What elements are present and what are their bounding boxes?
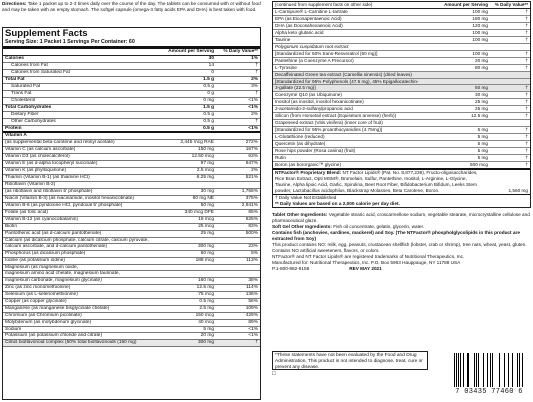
facts-dv: 375%	[245, 196, 258, 202]
cont-nutrient: Boron (as bororganic™ glycine)	[275, 161, 341, 167]
cont-nutrient: Decaffeinated Green tea extract (Camellia sinensis) (dried leaves)	[275, 71, 412, 77]
facts-dv: †	[255, 118, 258, 124]
facts-row	[3, 56, 260, 63]
barcode-number: 7 03435 77460 6	[455, 388, 523, 396]
cont-nutrient: 3-gallate (22.5 mg)]	[275, 85, 316, 91]
cont-dv: †	[525, 113, 528, 119]
cont-amount	[428, 72, 488, 78]
facts-nutrient: (as supplemental beta-carotene and retinyl acetate)	[5, 140, 115, 146]
facts-dv: 2%	[251, 111, 258, 117]
cont-dv: †	[525, 106, 528, 112]
cont-row	[273, 65, 530, 72]
facts-dv: 625%	[245, 216, 258, 222]
cont-dv	[488, 120, 528, 126]
facts-row	[3, 105, 260, 112]
facts-nutrient: Saturated Fat	[11, 83, 41, 89]
facts-amount: 0.5 g	[203, 83, 214, 89]
facts-nutrient: Citrus bioflavonoid complex (50% total bioflavonoids (150 mg)	[5, 340, 137, 346]
facts-amount: 1.5 g	[203, 104, 214, 110]
facts-amount	[156, 133, 214, 139]
ingredient-info	[272, 212, 531, 272]
cont-nutrient: Taurine	[275, 36, 291, 42]
facts-amount: 20 mg	[200, 333, 214, 339]
facts-row	[3, 140, 260, 147]
facts-amount: 150 mcg	[195, 312, 214, 318]
cont-amount: 20 mg	[474, 57, 488, 63]
facts-dv: 167%	[245, 147, 258, 153]
facts-amount: 30	[208, 56, 214, 61]
facts-dv: 647%	[245, 161, 258, 167]
directions	[2, 1, 261, 13]
facts-amount: 75 mcg	[198, 291, 214, 297]
facts-amount: 5 mg	[203, 326, 214, 332]
barcode-bars	[454, 353, 526, 387]
cont-row	[273, 113, 530, 120]
cont-amount: 5 mg	[477, 148, 488, 154]
cont-row	[273, 44, 530, 51]
facts-dv: †	[255, 62, 258, 68]
facts-row	[3, 182, 260, 189]
facts-row	[3, 251, 260, 258]
cont-dv: †	[525, 57, 528, 63]
facts-amount: 14	[208, 62, 214, 68]
facts-amount: 2.5 mg	[199, 305, 214, 311]
cont-dv: †	[525, 141, 528, 147]
facts-row	[3, 292, 260, 299]
facts-nutrient: Folate (as folic acid)	[5, 209, 48, 215]
facts-dv: 63%	[248, 154, 258, 160]
dv-header: % Daily Value**	[223, 49, 258, 54]
cont-row	[273, 37, 530, 44]
facts-amount: 0 g	[207, 90, 214, 96]
facts-dv: 1%	[251, 56, 258, 61]
facts-nutrient: magnesium amino acid chelate, magnesium taurinate,	[5, 271, 120, 277]
barcode	[448, 351, 530, 399]
facts-dv: 114%	[246, 284, 258, 290]
facts-row	[3, 231, 260, 238]
cont-dv: †	[525, 29, 528, 35]
cont-nutrient: EPA (as Eicosapentaenoic Acid)	[275, 15, 342, 21]
cont-dv: †	[525, 148, 528, 154]
continued-facts-panel	[272, 1, 531, 208]
facts-nutrient: Thiamin (Vitamin B-1) (as thiamine HCl)	[5, 175, 90, 181]
cont-dv: †	[525, 92, 528, 98]
facts-row	[3, 175, 260, 182]
cont-nutrient: Quercetin (as dihydrate)	[275, 141, 326, 147]
cont-row	[273, 127, 530, 134]
facts-dv: 500%	[245, 230, 258, 236]
facts-nutrient: Zinc (as zinc monomethionine)	[5, 284, 71, 290]
cont-amount: 80 mg	[474, 64, 488, 70]
facts-nutrient: Chromium (as Chromium picolinate)	[5, 312, 82, 318]
manufacturer: Manufactured for: Nutritional Therapeutics, Inc. P.O. Box 5963 Hauppauge, NY 11788 USA	[272, 259, 461, 265]
cont-dv: †	[525, 50, 528, 56]
cont-amount: 500 mcg	[470, 161, 488, 167]
facts-dv: 113%	[246, 258, 258, 264]
facts-nutrient: Vitamin K (as phylloquinone)	[5, 168, 66, 174]
facts-dv: 2%	[251, 76, 258, 82]
facts-dv: 1,766%	[241, 189, 258, 195]
cont-row	[273, 134, 530, 141]
cont-amount	[428, 44, 488, 50]
facts-nutrient: Vitamin A	[5, 133, 27, 139]
allergen-statement: Contains fish (anchovies, sardines, mackerel) and Soy. (The NTFactor® phospholglycolipids in this product are extracted from Soy)	[272, 229, 520, 241]
cont-row	[273, 58, 530, 65]
facts-amount	[156, 271, 214, 276]
cont-nutrient: Alpha keto glutaric acid	[275, 29, 324, 35]
facts-row	[3, 333, 260, 340]
cont-dv: †	[525, 99, 528, 105]
facts-dv: 2,941%	[241, 203, 258, 209]
cont-dv: †	[525, 64, 528, 70]
facts-dv: <1%	[248, 125, 258, 131]
facts-amount: 25 mcg	[198, 223, 214, 229]
facts-dv	[214, 133, 258, 139]
facts-amount: 40 mcg	[198, 319, 214, 325]
cont-dv	[488, 44, 528, 50]
facts-amount: 1.5 g	[203, 76, 214, 82]
facts-row	[3, 217, 260, 224]
facts-nutrient: Cholesterol	[11, 97, 36, 103]
free-from-statement: This product contains NO: milk, egg, peanuts, crustacean shellfish (lobster, crab or shrimp), tree nuts, wheat, yeast, gluten.	[272, 241, 527, 247]
continued-note: (continued from supplement facts on other side)	[275, 2, 373, 7]
facts-row	[3, 147, 260, 154]
facts-row	[3, 189, 260, 196]
cont-amount	[428, 120, 488, 126]
cont-dv: †	[525, 134, 528, 140]
facts-amount: 60 mg NE	[192, 196, 214, 202]
facts-nutrient: Potassium (as potassium chloride and citrate)	[5, 333, 103, 339]
cont-dv: †	[525, 22, 528, 28]
cont-dv: †	[525, 161, 528, 167]
facts-amount: 300 mg	[198, 244, 214, 250]
facts-amount: 50 mg	[200, 203, 214, 209]
facts-nutrient: Vitamin B-12 (as cyanocobalamin)	[5, 216, 78, 222]
cont-amount: 5 mg	[477, 155, 488, 161]
facts-nutrient: Iodine (as potassium iodine)	[5, 258, 65, 264]
facts-row	[3, 168, 260, 175]
cont-amount: 120 mg	[472, 22, 488, 28]
facts-row	[3, 320, 260, 327]
facts-dv: 5%	[251, 251, 258, 257]
facts-dv: †	[255, 340, 258, 346]
facts-dv: <1%	[248, 326, 258, 332]
facts-row	[3, 340, 260, 347]
facts-amount: 0	[211, 69, 214, 75]
facts-amount: 2,445 mcg RAE	[180, 140, 214, 146]
facts-nutrient: Calories from Fat	[11, 62, 48, 68]
cont-nutrient: Pantethine (a Coenzyme A Precursor)	[275, 57, 354, 63]
facts-row	[3, 133, 260, 140]
tablet-ingredients: Tablet Other Ingredients: Vegetable stearic acid, croscarmellose sodium, vegetable stearate, microcrystalline cellulose and pharmaceutical glaze.	[272, 211, 530, 223]
cont-nutrient: Inositol (as inositol, inositol hexanicotinate)	[275, 99, 364, 105]
facts-row	[3, 244, 260, 251]
dv-note: ** Daily Values are based on a 2,000 calorie per day diet.	[275, 200, 400, 206]
dagger-note: † Daily Value Not Established	[273, 194, 530, 201]
directions-text: Take 1 packet up to 2-3 times daily over the course of the day. The tablets can be consumed with or without food and may be taken with an empty stomach. The softgel capsule (omega-3 fatty acids EPA and DHA) is best taken with food.	[2, 1, 261, 12]
cont-nutrient: L-Carnipure® L-Carnitine L-tartrate	[275, 9, 348, 14]
facts-row	[3, 84, 260, 91]
facts-dv: <1%	[248, 333, 258, 339]
facts-row	[3, 306, 260, 313]
facts-nutrient: Vitamin E (as d-alpha tocopheryl succinate)	[5, 161, 98, 167]
facts-row	[3, 313, 260, 320]
facts-row	[3, 77, 260, 84]
facts-amount	[156, 238, 214, 243]
facts-row	[3, 119, 260, 126]
facts-dv: 83%	[248, 223, 258, 229]
cont-nutrient: Grapeseed extract (Vitis vinifera) (inner core of fruit)	[275, 120, 383, 126]
facts-dv	[214, 265, 258, 270]
facts-nutrient: Trans Fat	[11, 90, 32, 96]
cont-amount: 100 mg	[472, 36, 488, 42]
ntfactor-text: NT Factor Lipids® (Pat. No. 8,877,239), Fructo-oligosaccharides, Rice Bran Extract, Opti MSM®, Bromelain, Sulfur, Pantethine, Inositol, L-Arginine, L-Glycine, Taurine, Alpha lipoic Acid, Garlic, Spirulina, Beet Root Fiber, Bifidobacterium Bifidum, Leeks Stem powder, Lactobacillus acidophilus, Blackstrap Molasses, Beta Carotene, Boron.	[275, 169, 478, 193]
bottom-area	[272, 351, 531, 401]
softgel-ingredients: Soft Gel Other Ingredients: Fish oil concentrate, gelatin, glycerin, water.	[272, 223, 425, 229]
facts-dv: 85%	[248, 209, 258, 215]
facts-dv: <1%	[248, 104, 258, 110]
facts-nutrient: Total Carbohydrates	[5, 104, 52, 110]
cont-row	[273, 72, 530, 79]
facts-dv: 56%	[248, 298, 258, 304]
cont-row	[273, 9, 530, 16]
cont-dv: †	[525, 36, 528, 42]
cont-amount: 30 mg	[474, 92, 488, 98]
facts-nutrient: Other Carbohydrates	[11, 118, 56, 124]
cont-row	[273, 155, 530, 162]
facts-nutrient: Copper (as copper glycinate)	[5, 298, 67, 304]
facts-row	[3, 91, 260, 98]
cont-nutrient: L-Tyrosine	[275, 64, 297, 70]
facts-nutrient: Phosphorus (as dicalcium phosphate)	[5, 251, 86, 257]
facts-amount: 0.5 g	[203, 111, 214, 117]
facts-nutrient: (as riboflavin and riboflavin 5' phosphate)	[5, 189, 93, 195]
facts-row	[3, 258, 260, 265]
facts-row	[3, 210, 260, 217]
serving-info: Serving Size: 1 Packet 1 Servings Per Container: 60	[3, 39, 260, 49]
facts-amount: 340 mcg DFE	[184, 209, 214, 215]
continued-rows	[273, 9, 530, 170]
facts-amount: 12.5 mg	[196, 284, 214, 290]
facts-dv: †	[255, 69, 258, 75]
facts-dv: 109%	[245, 305, 258, 311]
cont-amount: 25 mg	[474, 99, 488, 105]
facts-nutrient: Riboflavin (Vitamin B-2)	[5, 182, 56, 188]
cont-nutrient: Rutin	[275, 155, 286, 161]
cont-dv: †	[525, 127, 528, 133]
facts-dv: 38%	[248, 277, 258, 283]
facts-amount: 150 mg	[198, 147, 214, 153]
facts-nutrient: Pantothenic acid (as d-calcium pantothenate)	[5, 230, 102, 236]
facts-nutrient: Niacin (Vitamin B-3) (as niacinamide, inositol hexanicotinate)	[5, 196, 134, 202]
cont-row	[273, 99, 530, 106]
facts-row	[3, 224, 260, 231]
cont-row	[273, 106, 530, 113]
facts-amount: 0.5 g	[203, 118, 214, 124]
facts-dv: 23%	[248, 244, 258, 250]
directions-label: Directions:	[2, 1, 27, 6]
continued-amount-header: Amount per Serving	[444, 2, 488, 7]
cont-row	[273, 92, 530, 99]
cont-row	[273, 30, 530, 37]
checkbox-mark: □	[272, 371, 276, 377]
cont-nutrient: L-Glutathione (reduced)	[275, 134, 325, 140]
cont-nutrient: Silicon (from Horsetail extract (Equisetum arvense) (herb))	[275, 113, 397, 119]
cont-nutrient: Coenzyme Q10 (as Ubiquinone)	[275, 92, 342, 98]
ntfactor-amount: 1,560 mg	[508, 187, 528, 193]
trademark-statement: NTFactor® and NT Factor Lipids® are registered trademarks of Nutritional Therapeutics, Inc.	[272, 253, 465, 259]
cont-dv: †	[525, 155, 528, 161]
facts-row	[3, 112, 260, 119]
facts-nutrient: Calories	[5, 56, 24, 61]
facts-amount: 97 mg	[200, 161, 214, 167]
cont-amount: 100 mg	[472, 50, 488, 56]
facts-amount: 0.5 g	[203, 125, 214, 131]
facts-amount: 160 mg	[198, 277, 214, 283]
phone: P.1-800-982-9158	[272, 265, 310, 271]
cont-nutrient: Polygonum cuspidatum root extract	[275, 43, 349, 49]
facts-nutrient: Selenium (as L-selenomethionine)	[5, 291, 78, 297]
facts-row	[3, 70, 260, 77]
cont-nutrient: [Standardized for 95% Polyphenols (47.5 mg), 45% Epigallocatechin-	[275, 78, 419, 84]
amount-header: Amount per Serving	[168, 49, 214, 54]
ntfactor-blend	[273, 170, 530, 194]
cont-row	[273, 51, 530, 58]
facts-amount: 15 mcg	[198, 216, 214, 222]
facts-nutrient: Magnesium (as magnesium oxide,	[5, 265, 79, 271]
facts-nutrient: Total Fat	[5, 76, 25, 82]
facts-dv	[214, 271, 258, 276]
facts-dv: 429%	[245, 312, 258, 318]
cont-amount: 100 mg	[472, 9, 488, 14]
facts-header	[3, 49, 260, 56]
facts-dv	[214, 182, 258, 188]
cont-dv	[488, 72, 528, 78]
facts-row	[3, 203, 260, 210]
facts-dv: 89%	[248, 319, 258, 325]
facts-amount	[156, 182, 214, 188]
facts-amount: 188 mcg	[195, 258, 214, 264]
facts-dv: 3%	[251, 83, 258, 89]
cont-nutrient: [Standardized for 50% trans-Resveratrol (50 mg)]	[275, 50, 378, 56]
facts-amount: 0 mg	[203, 97, 214, 103]
cont-amount: 50 mg	[474, 85, 488, 91]
cont-amount: 180 mg	[472, 15, 488, 21]
cont-row	[273, 79, 530, 86]
facts-dv	[214, 238, 258, 243]
facts-row	[3, 299, 260, 306]
ntfactor-label: NTFactor® Proprietary Blend:	[275, 169, 342, 175]
cont-amount: 12.5 mg	[471, 113, 488, 119]
cont-amount	[428, 79, 488, 85]
facts-nutrient: Vitamin C (as calcium ascorbate)	[5, 147, 76, 153]
cont-dv: †	[525, 15, 528, 21]
cont-row	[273, 23, 530, 30]
facts-amount: 25 mg	[200, 230, 214, 236]
continued-header	[273, 2, 530, 9]
revision: REV MAY 2021	[349, 265, 382, 271]
facts-row	[3, 196, 260, 203]
supplement-facts-title: Supplement Facts	[5, 28, 88, 39]
facts-amount: 6.25 mg	[196, 175, 214, 181]
supplement-facts-panel	[2, 27, 261, 400]
facts-amount: 60 mg	[200, 251, 214, 257]
facts-row	[3, 327, 260, 334]
cont-nutrient: DHA (as Docosahexaenoic Acid)	[275, 22, 343, 28]
facts-row	[3, 63, 260, 70]
facts-row	[3, 154, 260, 161]
facts-dv: 136%	[245, 291, 258, 297]
facts-nutrient: Protein	[5, 125, 22, 131]
facts-dv: <1%	[248, 97, 258, 103]
facts-nutrient: Sodium	[5, 326, 22, 332]
facts-nutrient: Molybdenum (as molybdenum glycinate)	[5, 319, 92, 325]
facts-dv: 272%	[245, 140, 258, 146]
facts-dv: †	[255, 90, 258, 96]
facts-nutrient: magnesium carbonate, magnesium glycinate)	[5, 277, 102, 283]
cont-dv: †	[525, 9, 528, 14]
facts-nutrient: Biotin	[5, 223, 17, 229]
cont-amount: 25 mg	[474, 106, 488, 112]
phone-rev-row	[272, 266, 531, 272]
facts-nutrient: calcium ascorbate, and d-calcium pantothenate)	[5, 244, 108, 250]
facts-row	[3, 285, 260, 292]
cont-amount: 5 mg	[477, 134, 488, 140]
cont-row	[273, 16, 530, 23]
fda-disclaimer: *These statements have not been evaluated by the Food and Drug Administration. This product is not intended to diagnose, treat, cure or prevent any disease.	[272, 351, 428, 370]
facts-dv: 521%	[245, 175, 258, 181]
facts-amount: 30 mg	[200, 189, 214, 195]
facts-rows	[3, 56, 260, 347]
cont-nutrient: 2-acetamido-2-sulfanylpropanoic acid	[275, 106, 353, 112]
facts-amount: 2.5 mcg	[196, 168, 214, 174]
cont-nutrient: [Standardized for 95% proanthocyanidins (4.75mg)]	[275, 127, 383, 133]
right-column	[272, 1, 531, 271]
facts-nutrient: Vitamin D3 (as cholecalciferol)	[5, 154, 70, 160]
cont-row	[273, 162, 530, 170]
facts-amount: 12.50 mcg	[191, 154, 214, 160]
facts-row	[3, 126, 260, 134]
cont-dv	[488, 79, 528, 85]
cont-nutrient: Rose hips powder (Rosa canina) (fruit)	[275, 148, 356, 154]
facts-nutrient: Dietary Fiber	[11, 111, 39, 117]
cont-dv: †	[525, 85, 528, 91]
facts-row	[3, 98, 260, 105]
facts-dv: 2%	[251, 168, 258, 174]
cont-row	[273, 120, 530, 127]
cont-row	[273, 141, 530, 148]
facts-amount: 300 mg	[198, 340, 214, 346]
facts-amount	[156, 265, 214, 270]
cont-amount: 5 mg	[477, 141, 488, 147]
facts-nutrient: Manganese (as manganese bisglycinate chelate)	[5, 305, 110, 311]
continued-dv-header: % Daily Value**	[494, 2, 528, 7]
facts-row	[3, 278, 260, 285]
cont-row	[273, 148, 530, 155]
no-artificial-statement: Contains NO artificial sweeteners, flavors, or colors.	[272, 247, 380, 253]
facts-amount: 0.5 mg	[199, 298, 214, 304]
facts-row	[3, 161, 260, 168]
facts-nutrient: Vitamin B-6 (as pyridoxine HCl, pyridoxal 5' phosphate)	[5, 203, 123, 209]
cont-amount: 5 mg	[477, 127, 488, 133]
facts-nutrient: Calcium (as dicalcium phosphate, calcium citrate, calcium pyruvate,	[5, 237, 149, 243]
cont-amount: 100 mg	[472, 29, 488, 35]
facts-nutrient: Calories from Saturated Fat	[11, 69, 70, 75]
cont-row	[273, 85, 530, 92]
